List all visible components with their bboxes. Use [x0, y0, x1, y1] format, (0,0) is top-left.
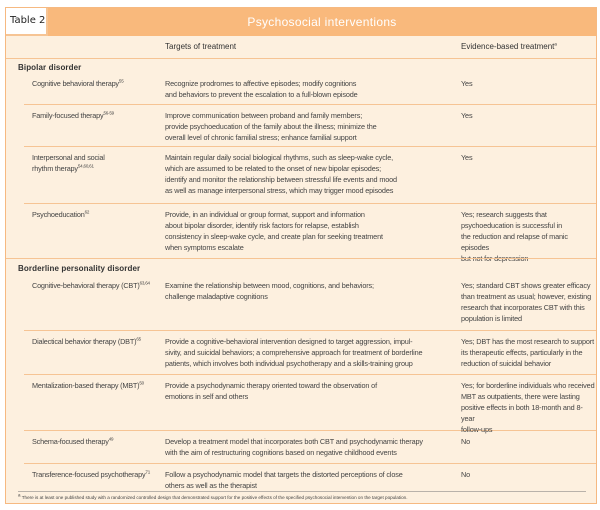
evidence-value: Yes; standard CBT shows greater efficacy than treatment as usual; however, existing research that incorporates CBT with this population is limited [461, 281, 591, 323]
therapy-name-text: Transference-focused psychotherapy [32, 470, 146, 479]
therapy-name-text: Dialectical behavior therapy (DBT) [32, 337, 137, 346]
reference-superscript: 62 [84, 209, 90, 215]
evidence-value: Yes; for borderline individuals who received MBT as outpatients, there were lasting positive effects in both 18-month and 8-year follow-ups [461, 381, 595, 434]
reference-superscript: 63,64 [139, 280, 150, 286]
column-header-evidence-text: Evidence-based treatment [461, 42, 555, 51]
treatment-targets: Recognize prodromes to affective episodes; modify cognitions and behaviors to prevent the escalation to a full-blown episode [165, 79, 358, 99]
treatment-targets: Maintain regular daily social biological rhythms, such as sleep-wake cycle, which are assumed to be related to the onset of new bipolar episodes; identify and monitor the relationship between stressful life events and mood as well as manage interpersonal stress, which may trigger mood episodes [165, 153, 397, 195]
table-title: Psychosocial interventions [247, 15, 397, 29]
section-heading-bipolar: Bipolar disorder [18, 63, 82, 72]
evidence-value: No [461, 437, 471, 446]
table-row [24, 375, 596, 434]
footnote-text: There is at least one published study with a randomized controlled design that demonstrated support for the positive effects of the specified psychosocial intervention on the target population. [21, 495, 408, 500]
treatment-targets: Follow a psychodynamic model that targets the distorted perceptions of close others as well as the therapist [165, 470, 403, 490]
therapy-name [32, 209, 163, 220]
section-heading-borderline: Borderline personality disorder [18, 264, 141, 273]
column-header-row [6, 36, 596, 59]
table-row [24, 331, 596, 375]
table-row [24, 275, 596, 331]
treatment-targets: Provide a psychodynamic therapy oriented toward the observation of emotions in self and others [165, 381, 377, 401]
table-row [24, 431, 596, 464]
evidence-value: No [461, 470, 471, 479]
table-row [24, 147, 596, 204]
reference-superscript: 49 [108, 436, 114, 442]
column-header-evidence [461, 42, 557, 51]
table-row [24, 73, 596, 105]
reference-superscript: 56-59 [103, 110, 114, 116]
evidence-value: Yes; DBT has the most research to support its therapeutic effects, particularly in the reduction of suicidal behavior [461, 337, 594, 368]
therapy-name [32, 110, 163, 121]
therapy-name [32, 436, 163, 447]
reference-superscript: 65 [136, 336, 141, 342]
therapy-name-text: Cognitive behavioral therapy [32, 79, 119, 88]
treatment-targets: Improve communication between proband and family members; provide psychoeducation of the family about the illness; minimize the overall level of chronic familial stress; enhance familial support [165, 111, 377, 142]
table-container [5, 7, 597, 504]
table-row [24, 464, 596, 490]
table-row [24, 204, 596, 263]
therapy-name [32, 152, 163, 174]
therapy-name-text: Mentalization-based therapy (MBT) [32, 381, 140, 390]
therapy-name-text: Interpersonal and social rhythm therapy [32, 153, 105, 173]
evidence-value: Yes [461, 79, 473, 88]
therapy-name [32, 380, 163, 391]
therapy-name-text: Cognitive-behavioral therapy (CBT) [32, 281, 140, 290]
footnote-marker: a [554, 41, 557, 47]
section-divider [6, 258, 596, 259]
footnote-divider [18, 491, 586, 492]
therapy-name-text: Psychoeducation [32, 210, 85, 219]
therapy-name-text: Family-focused therapy [32, 111, 104, 120]
table-row [24, 105, 596, 147]
table-title-bar [6, 8, 596, 36]
therapy-name [32, 469, 163, 480]
treatment-targets: Examine the relationship between mood, cognitions, and behaviors; challenge maladaptive cognitions [165, 281, 374, 301]
evidence-value: Yes [461, 153, 473, 162]
reference-superscript: 71 [145, 469, 151, 475]
therapy-name [32, 280, 163, 291]
therapy-name [32, 78, 163, 89]
column-header-targets: Targets of treatment [165, 42, 237, 51]
reference-superscript: 50 [139, 380, 144, 386]
footnote-marker: a [18, 492, 21, 498]
evidence-value: Yes; research suggests that psychoeducation is successful in the reduction and relapse of manic episodes but not for depression [461, 210, 568, 263]
therapy-name [32, 336, 163, 347]
treatment-targets: Develop a treatment model that incorporates both CBT and psychodynamic therapy with the aim of restructuring cognitions based on negative childhood events [165, 437, 423, 457]
table-number-label: Table 2 [6, 8, 48, 36]
table-footnote [18, 492, 586, 501]
treatment-targets: Provide a cognitive-behavioral intervention designed to target aggression, impul- sivity, and suicidal behaviors; a comprehensive approach for treatment of borderline patients, which involves both individual psychotherapy and a skills-training group [165, 337, 423, 368]
treatment-targets: Provide, in an individual or group format, support and information about bipolar disorder, identify risk factors for relapse, establish consistency in sleep-wake cycle, and create plan for seeking treatment when symptoms escalate [165, 210, 383, 252]
reference-superscript: 55 [118, 78, 124, 84]
evidence-value: Yes [461, 111, 473, 120]
reference-superscript: 54,60,61 [77, 163, 94, 169]
therapy-name-text: Schema-focused therapy [32, 437, 109, 446]
